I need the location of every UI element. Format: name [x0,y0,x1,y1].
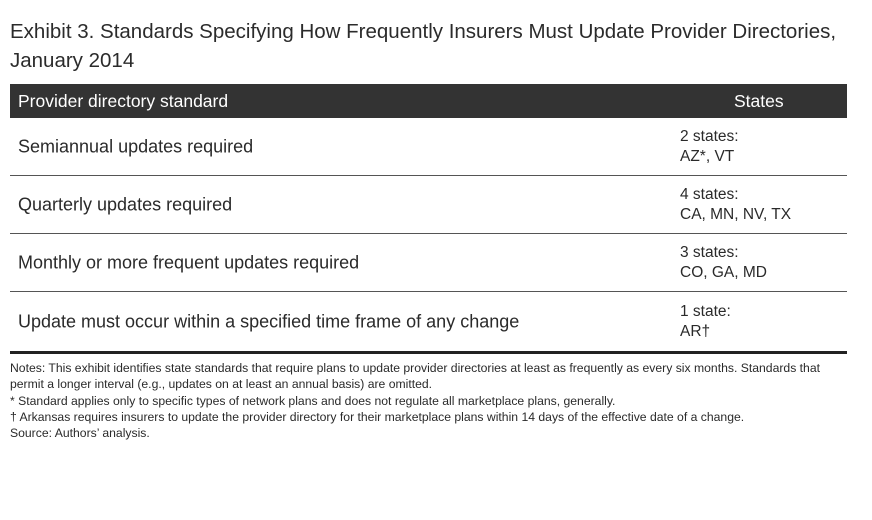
states-cell [680,243,767,283]
notes-section [10,360,850,441]
state-count: 2 states: [680,127,739,145]
notes-main: Notes: This exhibit identifies state standards that require plans to update provider directories at least as frequently as every six months. Standards that permit a longer interval (e.g., updates on at least an annual basis) are omitted. [10,361,820,392]
table-row [10,234,847,292]
note-asterisk: * Standard applies only to specific types of network plans and does not regulate all marketplace plans, generally. [10,393,616,408]
states-cell [680,302,731,342]
standard-cell: Semiannual updates required [18,136,254,156]
state-list: CA, MN, NV, TX [680,205,792,223]
state-count: 4 states: [680,185,739,203]
standard-cell: Monthly or more frequent updates required [18,252,360,272]
state-count: 3 states: [680,243,739,261]
note-dagger: † Arkansas requires insurers to update the provider directory for their marketplace plans within 14 days of the effective date of a change. [10,409,745,424]
standard-cell: Update must occur within a specified time frame of any change [18,311,520,331]
table-header [10,84,847,118]
standard-cell: Quarterly updates required [18,194,233,214]
states-cell [680,127,739,167]
table-row [10,118,847,176]
state-list: CO, GA, MD [680,263,767,281]
header-states: States [734,91,784,111]
exhibit-title: Exhibit 3. Standards Specifying How Frequently Insurers Must Update Provider Directories, January 2014 [10,20,837,72]
states-cell [680,185,791,225]
standards-table [10,84,847,354]
state-count: 1 state: [680,302,731,320]
header-provider-directory-standard: Provider directory standard [18,91,229,111]
table-row [10,176,847,234]
state-list: AZ*, VT [680,147,735,165]
source-note: Source: Authors’ analysis. [10,426,150,441]
table-row [10,292,847,354]
state-list: AR† [680,322,711,340]
